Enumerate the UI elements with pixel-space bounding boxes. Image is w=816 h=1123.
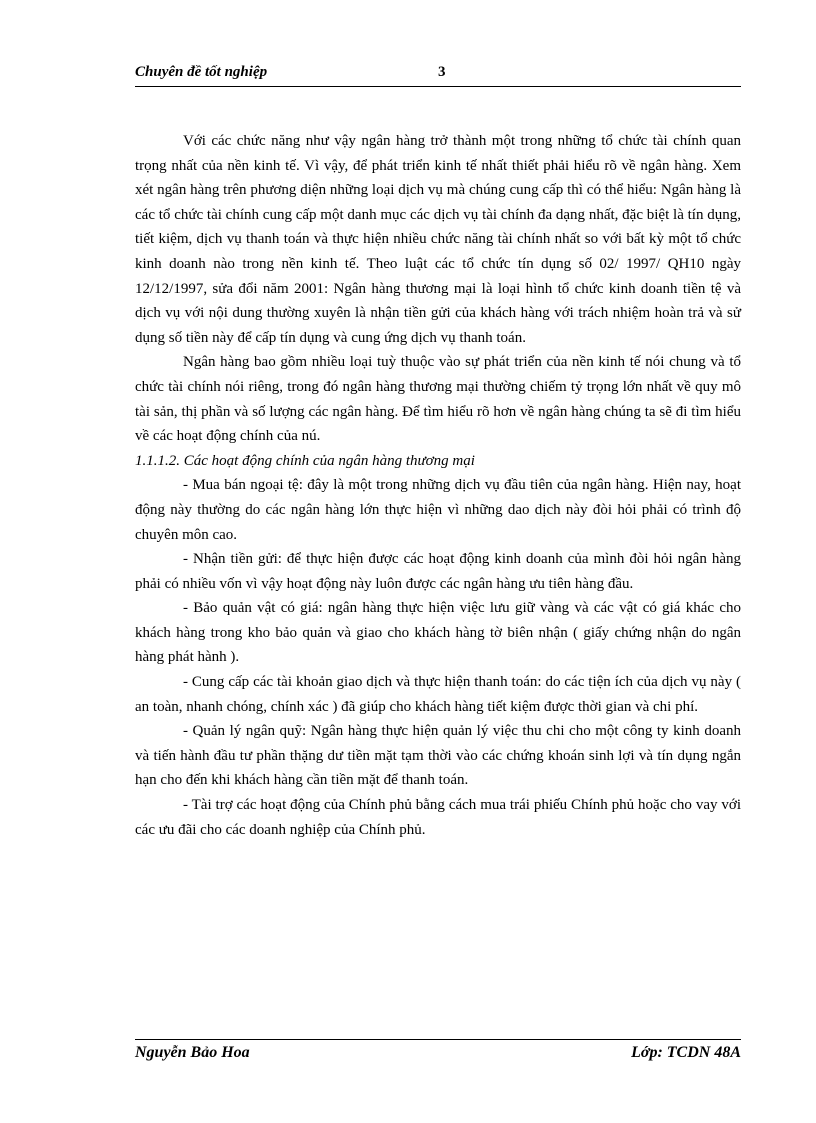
document-body [135, 129, 741, 842]
list-item: - Tài trợ các hoạt động của Chính phủ bằng cách mua trái phiếu Chính phủ hoặc cho vay với các ưu đãi cho các doanh nghiệp của Chính phủ. [135, 797, 741, 838]
page-number: 3 [438, 64, 446, 80]
list-item: - Cung cấp các tài khoản giao dịch và thực hiện thanh toán: do các tiện ích của dịch vụ này ( an toàn, nhanh chóng, chính xác ) đã giúp cho khách hàng tiết kiệm được thời gian và chi phí. [135, 674, 741, 715]
body-paragraph: Ngân hàng bao gồm nhiều loại tuỳ thuộc vào sự phát triển của nền kinh tế nói chung và tổ chức tài chính nói riêng, trong đó ngân hàng thương mại thường chiếm tỷ trọng lớn nhất về quy mô tài sản, thị phần và số lượng các ngân hàng. Để tìm hiểu rõ hơn về ngân hàng chúng ta sẽ đi tìm hiểu về các hoạt động chính của nú. [135, 354, 741, 445]
list-item: - Mua bán ngoại tệ: đây là một trong những dịch vụ đầu tiên của ngân hàng. Hiện nay, hoạt động này thường do các ngân hàng lớn thực hiện vì những dao dịch này đòi hỏi phải có trình độ chuyên môn cao. [135, 477, 741, 543]
class-label: Lớp: TCDN 48A [631, 1044, 741, 1061]
section-heading: 1.1.1.2. Các hoạt động chính của ngân hàng thương mại [135, 452, 475, 469]
list-item: - Bảo quản vật có giá: ngân hàng thực hiện việc lưu giữ vàng và các vật có giá khác cho khách hàng trong kho bảo quản và giao cho khách hàng tờ biên nhận ( giấy chứng nhận do ngân hàng phát hành ). [135, 600, 741, 666]
author-name: Nguyễn Bảo Hoa [135, 1044, 250, 1061]
list-item: - Quản lý ngân quỹ: Ngân hàng thực hiện quản lý việc thu chi cho một công ty kinh doanh và tiến hành đầu tư phần thặng dư tiền mặt tạm thời vào các chứng khoán sinh lợi và tín dụng ngắn hạn cho đến khi khách hàng cần tiền mặt để thanh toán. [135, 723, 741, 789]
header-title: Chuyên đề tốt nghiệp [135, 64, 268, 80]
page-header [135, 64, 741, 87]
list-item: - Nhận tiền gửi: để thực hiện được các hoạt động kinh doanh của mình đòi hỏi ngân hàng phải có nhiều vốn vì vậy hoạt động này luôn được các ngân hàng ưu tiên hàng đầu. [135, 551, 741, 592]
page-footer [135, 1039, 741, 1066]
body-paragraph: Với các chức năng như vậy ngân hàng trở thành một trong những tổ chức tài chính quan trọng nhất của nền kinh tế. Vì vậy, để phát triển kinh tế nhất thiết phải hiểu rõ về ngân hàng. Xem xét ngân hàng trên phương diện những loại dịch vụ mà chúng cung cấp thì có thể hiểu: Ngân hàng là các tổ chức tài chính cung cấp một danh mục các dịch vụ tài chính đa dạng nhất, đặc biệt là tín dụng, tiết kiệm, dịch vụ thanh toán và thực hiện nhiều chức năng tài chính nhất so với bất kỳ một tổ chức kinh doanh nào trong nền kinh tế. Theo luật các tổ chức tín dụng số 02/ 1997/ QH10 ngày 12/12/1997, sửa đổi năm 2001: Ngân hàng thương mại là loại hình tổ chức kinh doanh tiền tệ và dịch vụ với nội dung thường xuyên là nhận tiền gửi của khách hàng với trách nhiệm hoàn trả và sử dụng số tiền này để cấp tín dụng và cung ứng dịch vụ thanh toán. [135, 133, 741, 346]
